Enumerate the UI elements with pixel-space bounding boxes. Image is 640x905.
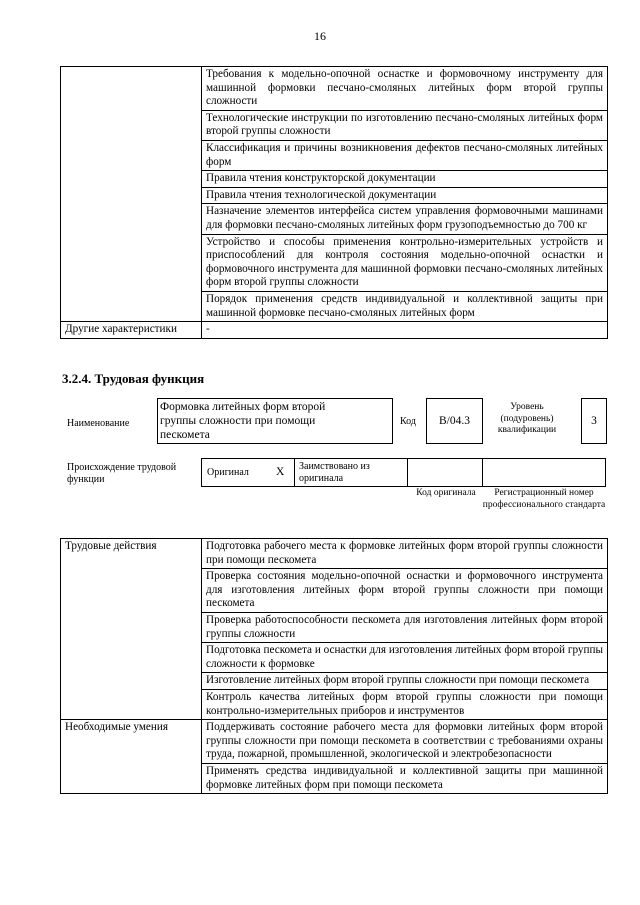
code-value: B/04.3 <box>439 415 470 427</box>
name-label: Наименование <box>67 418 130 429</box>
page-number: 16 <box>314 29 326 43</box>
origin-label: Происхождение трудовой функции <box>67 462 177 485</box>
table-row <box>61 720 608 764</box>
code-label: Код <box>400 416 416 427</box>
labor-actions-label: Трудовые действия <box>61 539 202 720</box>
table-row <box>61 67 608 111</box>
name-value: Формовка литейных форм второй группы сложности при помощи пескомета <box>160 401 326 441</box>
knowledge-table <box>60 66 608 339</box>
labor-function-table <box>60 538 608 794</box>
table-cell: Подготовка рабочего места к формовке литейных форм второй группы сложности при помощи пескомета <box>202 539 608 569</box>
table-cell: Правила чтения конструкторской документации <box>202 171 608 188</box>
code-original-caption: Код оригинала <box>416 488 476 498</box>
table-cell: - <box>202 322 608 339</box>
table-cell-label: Другие характеристики <box>61 322 202 339</box>
table-cell: Изготовление литейных форм второй группы сложности при помощи пескомета <box>202 673 608 690</box>
regnum-caption: Регистрационный номер профессионального стандарта <box>482 488 606 510</box>
level-value: 3 <box>591 415 597 427</box>
table-cell: Подготовка пескомета и оснастки для изготовления литейных форм второй группы сложности к формовке <box>202 643 608 673</box>
table-cell: Проверка состояния модельно-опочной оснастки и формовочного инструмента для изготовления литейных форм второй группы сложности при помощи пескомета <box>202 569 608 613</box>
borrowed-label: Заимствовано из оригинала <box>299 461 370 484</box>
section-heading: 3.2.4. Трудовая функция <box>62 371 205 386</box>
origin-divider <box>294 458 295 487</box>
table-cell: Правила чтения технологической документации <box>202 187 608 204</box>
table-cell: Технологические инструкции по изготовлению песчано-смоляных литейных форм второй группы сложности <box>202 110 608 140</box>
skills-label: Необходимые умения <box>61 720 202 794</box>
table-row <box>61 322 608 339</box>
origin-divider <box>407 458 408 487</box>
table-cell: Устройство и способы применения контрольно-измерительных устройств и приспособлений для контроля состояния модельно-опочной оснастки и формовочного инструмента для машинной формовки песчано-смоляных литейных форм второй группы сложности <box>202 234 608 291</box>
table-cell: Контроль качества литейных форм второй группы сложности при помощи контрольно-измерительных приборов и инструментов <box>202 689 608 719</box>
table-cell: Порядок применения средств индивидуальной и коллективной защиты при машинной формовке песчано-смоляных литейных форм <box>202 291 608 321</box>
table-cell: Назначение элементов интерфейса систем управления формовочными машинами для формовки песчано-смоляных литейных форм грузоподъемностью до 700 кг <box>202 204 608 234</box>
table-cell: Проверка работоспособности пескомета для изготовления литейных форм второй группы сложности <box>202 612 608 642</box>
original-mark: X <box>276 466 285 478</box>
table-cell: Применять средства индивидуальной и коллективной защиты при машинной формовке литейных форм при помощи пескомета <box>202 763 608 793</box>
table-cell-left-empty <box>61 67 202 322</box>
table-cell: Классификация и причины возникновения дефектов песчано-смоляных литейных форм <box>202 140 608 170</box>
original-label: Оригинал <box>207 467 249 478</box>
origin-divider <box>482 458 483 487</box>
table-cell: Требования к модельно-опочной оснастке и формовочному инструменту для машинной формовки песчано-смоляных литейных форм второй группы сложности <box>202 67 608 111</box>
level-label: Уровень (подуровень) квалификации <box>497 402 557 435</box>
table-row <box>61 539 608 569</box>
table-cell: Поддерживать состояние рабочего места для формовки литейных форм второй группы сложности при помощи пескомета в соответствии с требованиями охраны труда, пожарной, промышленной, экологической и электробезопасности <box>202 720 608 764</box>
